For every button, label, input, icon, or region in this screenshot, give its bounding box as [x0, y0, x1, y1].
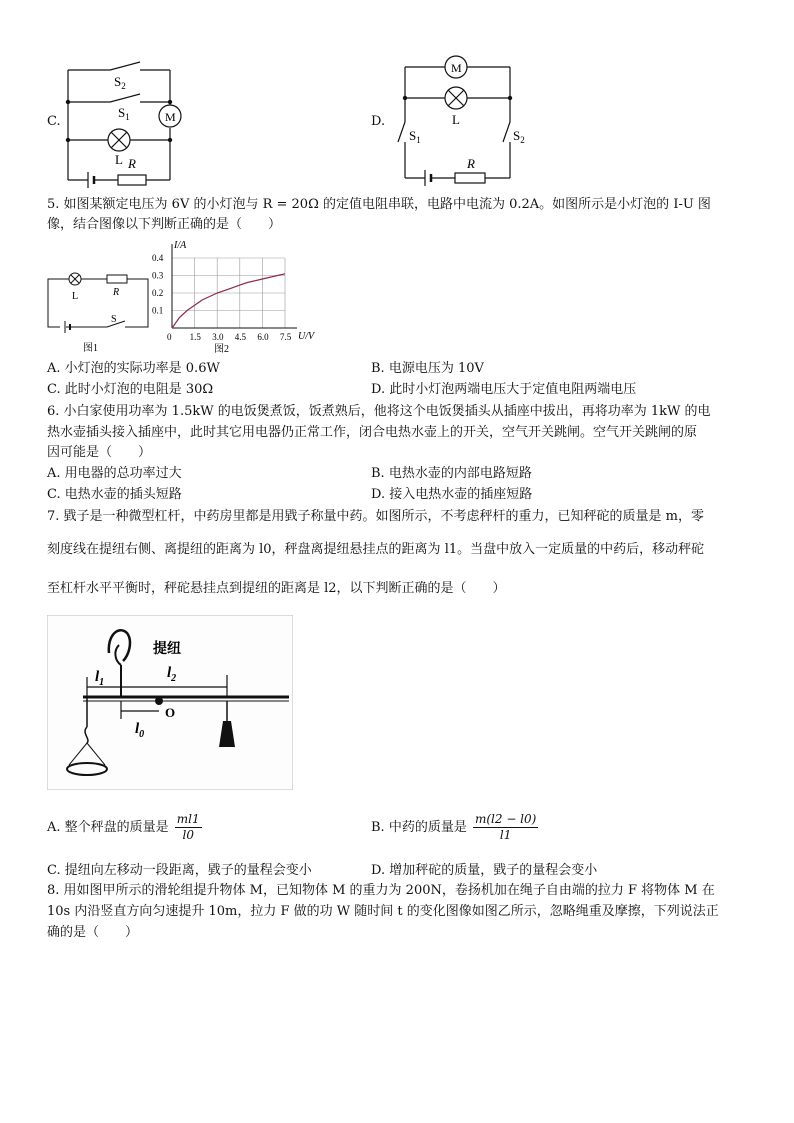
q7-fig-o-label: O: [165, 705, 176, 720]
q5-text-line2: 像，结合图像以下判断正确的是（ ）: [47, 217, 282, 232]
q5-fig2-caption: 图2: [214, 344, 229, 355]
q4c-lamp-label: L: [115, 152, 123, 167]
q6-text-line1: 6. 小白家使用功率为 1.5kW 的电饭煲煮饭，饭煮熟后，他将这个电饭煲插头从插座中拔出，再将功率为 1kW 的电: [47, 404, 711, 419]
q5-option-c[interactable]: C. 此时小灯泡的电阻是 30Ω: [47, 382, 214, 397]
q4c-s1-label: $S_1$: [118, 105, 130, 122]
q7-option-c[interactable]: C. 提纽向左移动一段距离，戥子的量程会变小: [47, 863, 312, 878]
q4c-s2-label: $S_2$: [114, 74, 126, 91]
q7-fig-l0-label: $l_0$: [135, 721, 145, 740]
iv-y-tick-label: 0.3: [152, 270, 164, 281]
q5-fig1-caption: 图1: [83, 343, 98, 354]
q8-text-line3: 确的是（ ）: [47, 925, 139, 940]
q7-text-line1: 7. 戥子是一种微型杠杆，中药房里都是用戥子称量中药。如图所示，不考虑秤杆的重力，已知秤砣的质量是 m，零: [47, 509, 704, 524]
q6-option-b[interactable]: B. 电热水壶的内部电路短路: [371, 466, 532, 481]
q6-text-line2: 热水壶插头接入插座中，此时其它用电器仍正常工作，闭合电热水壶上的开关，空气开关跳闸。空气开关跳闸的原: [47, 425, 698, 440]
q5-option-b[interactable]: B. 电源电压为 10V: [371, 361, 484, 376]
q7-option-b[interactable]: [371, 812, 538, 843]
iv-x-tick-label: 3.0: [212, 332, 224, 342]
q5-option-d[interactable]: D. 此时小灯泡两端电压大于定值电阻两端电压: [371, 382, 637, 397]
iv-curve-series: [172, 274, 285, 328]
q7-text-line2: 刻度线在提纽右侧、离提纽的距离为 l0，秤盘离提纽悬挂点的距离为 l1。当盘中放入一定质量的中药后，移动秤砣: [47, 542, 705, 557]
q7-option-a-fraction: $\frac{ml1}{l0}$: [176, 812, 200, 842]
iv-x-tick-label: 1.5: [189, 332, 201, 342]
q7-fig-l2-label: $l_2$: [167, 665, 177, 684]
q5-iv-chart: [150, 238, 325, 356]
iv-x-axis-label: U/V: [298, 331, 315, 342]
q5-text-line1: 5. 如图某额定电压为 6V 的小灯泡与 R = 20Ω 的定值电阻串联，电路中电流为 0.2A。如图所示是小灯泡的 I-U 图: [47, 197, 711, 212]
q4c-motor-label: M: [165, 110, 176, 124]
q7-option-b-prefix: B. 中药的质量是: [371, 820, 467, 835]
q4-circuit-d: [395, 50, 525, 190]
q7-fig-l1-label: $l_1$: [95, 669, 105, 688]
q7-option-d[interactable]: D. 增加秤砣的质量，戥子的量程会变小: [371, 863, 598, 878]
q6-option-a[interactable]: A. 用电器的总功率过大: [47, 466, 182, 481]
iv-x-tick-label: 7.5: [280, 332, 292, 342]
q6-option-d[interactable]: D. 接入电热水壶的插座短路: [371, 487, 533, 502]
q4-option-c-label: C.: [47, 114, 61, 129]
iv-x-tick-label: 4.5: [234, 332, 247, 342]
q7-option-a[interactable]: [47, 812, 202, 843]
q8-text-line1: 8. 用如图甲所示的滑轮组提升物体 M，已知物体 M 的重力为 200N，卷扬机加在绳子自由端的拉力 F 将物体 M 在: [47, 883, 715, 898]
q5-figure1-circuit: [45, 265, 155, 355]
q5-fig1-lamp-label: L: [72, 291, 79, 302]
q5-fig1-switch-label: S: [111, 314, 117, 325]
q5-option-a[interactable]: A. 小灯泡的实际功率是 0.6W: [47, 361, 220, 376]
q8-text-line2: 10s 内沿竖直方向匀速提升 10m，拉力 F 做的功 W 随时间 t 的变化图像如图乙所示，忽略绳重及摩擦，下列说法正: [47, 904, 719, 919]
q5-fig1-resistor-label: R: [113, 287, 120, 298]
q4d-lamp-label: L: [452, 112, 460, 127]
q6-text-line3: 因可能是（ ）: [47, 445, 152, 460]
q7-fig-tizhu-label: 提纽: [153, 642, 181, 657]
q6-option-c[interactable]: C. 电热水壶的插头短路: [47, 487, 182, 502]
q7-option-a-prefix: A. 整个秤盘的质量是: [47, 820, 169, 835]
iv-y-axis-label: I/A: [174, 240, 187, 251]
iv-x-tick-label: 6.0: [257, 332, 269, 342]
iv-y-tick-label: 0.2: [152, 288, 164, 298]
q4d-motor-label: M: [451, 61, 462, 75]
iv-x-tick-label: 0: [167, 332, 172, 342]
iv-y-tick-label: 0.4: [152, 253, 164, 263]
q4d-s2-label: $S_2$: [513, 128, 525, 145]
q4d-resistor-label: R: [467, 156, 475, 171]
q7-steelyard-figure: [47, 615, 293, 790]
q7-option-b-fraction: $\frac{m(l2 - l0)}{l1}$: [474, 812, 537, 842]
q4-option-d-label: D.: [371, 114, 386, 129]
q4d-s1-label: $S_1$: [409, 128, 421, 145]
q4c-resistor-label: R: [128, 156, 136, 171]
q4-circuit-c: [60, 60, 190, 190]
q7-text-line3: 至杠杆水平平衡时，秤砣悬挂点到提纽的距离是 l2，以下判断正确的是（ ）: [47, 581, 506, 596]
iv-y-tick-label: 0.1: [152, 305, 164, 316]
